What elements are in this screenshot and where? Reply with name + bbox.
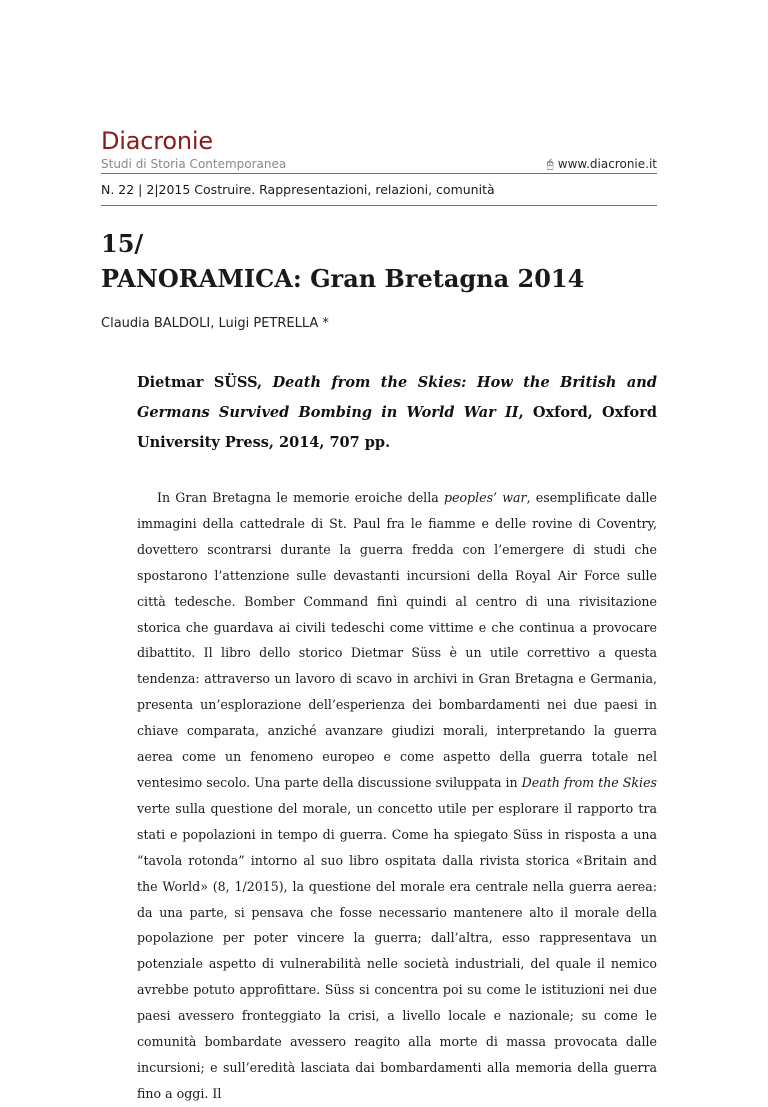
journal-tagline: Studi di Storia Contemporanea xyxy=(101,157,287,171)
body-text: verte sulla questione del morale, un concetto utile per esplorare il rapporto tra stati e popolazioni in tempo di guerra. Come ha spiegato Süss in risposta a una “tavola rotonda” intorno al suo libro ospitata dalla rivista storica «Britain and the World» (8, 1/2015), la questione del morale era centrale nella guerra aerea: da una parte, si pensava che fosse necessario mantenere alto il morale della popolazione per poter vincere la guerra; dall’altra, esso rappresentava un potenziale aspetto di vulnerabilità nelle società industriali, del quale il nemico avrebbe potuto approfittare. Süss si concentra poi su come le istituzioni nei due paesi avessero fronteggiato la crisi, a livello locale e nazionale; su come le comunità bombardate avessero reagito alla morte di massa provocata dalle incursioni; e sull’eredità lasciata dai bombardamenti alla memoria della guerra fino a oggi. Il xyxy=(137,800,657,1101)
book-title: Death from the Skies: How the British and Germans Survived Bombing in World War II xyxy=(137,374,657,421)
reviewed-book-citation xyxy=(137,368,657,458)
masthead-subtitle-row xyxy=(101,157,657,172)
header-divider-bottom xyxy=(101,205,657,206)
header-divider-top xyxy=(101,173,657,174)
article-authors: Claudia BALDOLI, Luigi PETRELLA * xyxy=(101,316,329,331)
book-author: Dietmar SÜSS, xyxy=(137,374,263,391)
website-url: www.diacronie.it xyxy=(557,157,657,171)
website-link[interactable] xyxy=(547,157,657,172)
body-text: , esemplificate dalle immagini della cattedrale di St. Paul fra le fiamme e delle rovine di Coventry, dovettero scontrarsi durante la guerra fredda con l’emergere di studi che spostarono l’attenzione sulle devastanti incursioni della Royal Air Force sulle città tedesche. Bomber Command finì quindi al centro di una rivisitazione storica che guardava ai civili tedeschi come vittime e che continua a provocare dibattito. Il libro dello storico Dietmar Süss è un utile correttivo a questa tendenza: attraverso un lavoro di scavo in archivi in Gran Bretagna e Germania, presenta un’esplorazione dell’esperienza dei bombardamenti nei due paesi in chiave comparata, anziché avanzare giudizi morali, interpretando la guerra aerea come un fenomeno europeo e come aspetto della guerra totale nel ventesimo secolo. Una parte della discussione sviluppata in xyxy=(137,490,658,790)
article-title: PANORAMICA: Gran Bretagna 2014 xyxy=(101,264,585,293)
body-italic-book-title: Death from the Skies xyxy=(521,774,657,790)
section-number: 15/ xyxy=(101,229,144,258)
masthead xyxy=(101,127,657,172)
body-paragraph xyxy=(137,485,657,1107)
mouse-icon: 🖰 xyxy=(546,157,554,171)
issue-line: N. 22 | 2|2015 Costruire. Rappresentazioni, relazioni, comunità xyxy=(101,182,495,197)
journal-name: Diacronie xyxy=(101,127,213,155)
body-text: In Gran Bretagna le memorie eroiche della xyxy=(157,490,444,505)
body-italic-term: peoples’ war xyxy=(443,490,527,505)
book-publication: , Oxford, Oxford University Press, 2014, 707 pp. xyxy=(137,404,657,451)
